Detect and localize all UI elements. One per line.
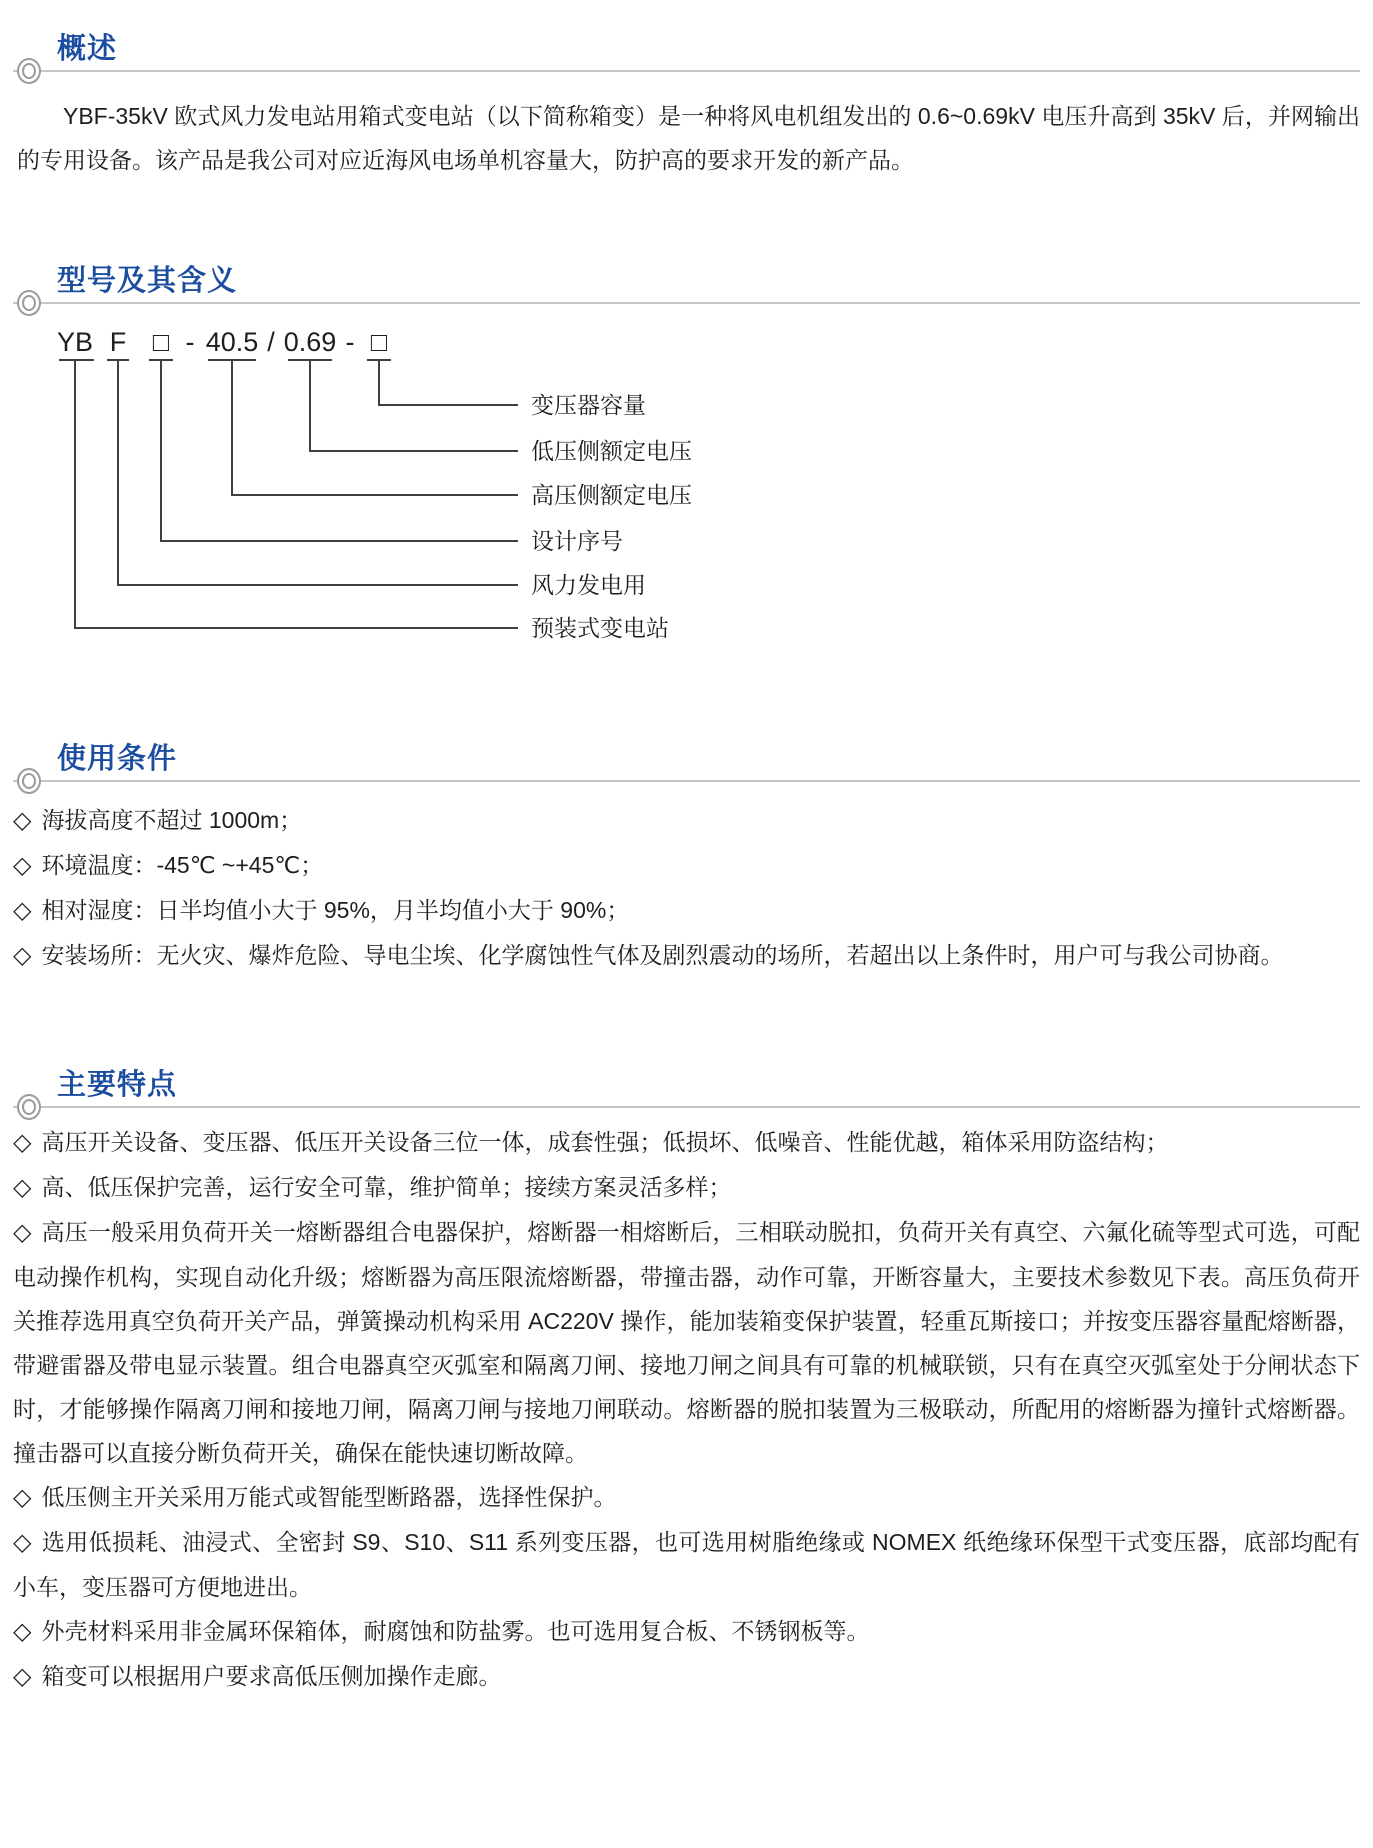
- code-part-dash1: -: [185, 327, 195, 357]
- code-part-yb: YB: [56, 327, 94, 357]
- model-designation-diagram: [13, 304, 1360, 649]
- label-design-serial: 设计序号: [531, 528, 623, 554]
- list-item-text: 外壳材料采用非金属环保箱体，耐腐蚀和防盐雾。也可选用复合板、不锈钢板等。: [41, 1618, 870, 1644]
- list-item: [13, 1475, 1360, 1520]
- features-list: [13, 1120, 1360, 1699]
- label-lv-rated-voltage: 低压侧额定电压: [531, 438, 692, 464]
- diamond-bullet-icon: ◇: [13, 1618, 32, 1645]
- list-item: [13, 798, 1360, 843]
- diamond-bullet-icon: ◇: [13, 1219, 32, 1246]
- list-item: [13, 1165, 1360, 1210]
- label-hv-rated-voltage: 高压侧额定电压: [531, 482, 692, 508]
- section-title-model: 型号及其含义: [57, 265, 238, 297]
- section-service-conditions: [13, 740, 1360, 978]
- section-title-overview: 概述: [57, 33, 118, 65]
- section-title-features: 主要特点: [57, 1069, 178, 1101]
- section-main-features: [13, 1066, 1360, 1699]
- code-part-f: F: [109, 327, 127, 357]
- overview-paragraph: YBF-35kV 欧式风力发电站用箱式变电站（以下简称箱变）是一种将风电机组发出的 0.6~0.69kV 电压升高到 35kV 后，并网输出的专用设备。该产品是我公司对应近海风电场单机容量大，防护高的要求开发的新产品。: [17, 103, 1360, 173]
- list-item-text: 环境温度：-45℃ ~+45℃；: [41, 852, 324, 878]
- ring-inner-circle: [22, 773, 36, 789]
- label-prefab-substation: 预装式变电站: [531, 615, 669, 641]
- section-marker-ring-icon: [17, 768, 41, 794]
- code-part-lv: 0.69: [283, 327, 337, 357]
- diamond-bullet-icon: ◇: [13, 852, 32, 879]
- list-item-text: 安装场所：无火灾、爆炸危险、导电尘埃、化学腐蚀性气体及剧烈震动的场所，若超出以上条件时，用户可与我公司协商。: [41, 942, 1284, 968]
- section-divider: [13, 70, 1360, 72]
- diamond-bullet-icon: ◇: [13, 1529, 32, 1556]
- label-wind-power-use: 风力发电用: [531, 572, 646, 598]
- list-item: [13, 1609, 1360, 1654]
- section-divider: [13, 1106, 1360, 1108]
- list-item: [13, 933, 1360, 978]
- diamond-bullet-icon: ◇: [13, 897, 32, 924]
- list-item: [13, 843, 1360, 888]
- list-item-text: 低压侧主开关采用万能式或智能型断路器，选择性保护。: [41, 1484, 617, 1510]
- diamond-bullet-icon: ◇: [13, 1129, 32, 1156]
- diamond-bullet-icon: ◇: [13, 1663, 32, 1690]
- list-item: [13, 1520, 1360, 1609]
- diamond-bullet-icon: ◇: [13, 942, 32, 969]
- list-item-text: 高压一般采用负荷开关一熔断器组合电器保护，熔断器一相熔断后，三相联动脱扣，负荷开关有真空、六氟化硫等型式可选，可配电动操作机构，实现自动化升级；熔断器为高压限流熔断器，带撞击器，动作可靠，开断容量大，主要技术参数见下表。高压负荷开关推荐选用真空负荷开关产品，弹簧操动机构采用 AC220V 操作，能加装箱变保护装置，轻重瓦斯接口；并按变压器容量配熔断器，带避雷器及带电显示装置。组合电器真空灭弧室和隔离刀闸、接地刀闸之间具有可靠的机械联锁，只有在真空灭弧室处于分闸状态下时，才能够操作隔离刀闸和接地刀闸，隔离刀闸与接地刀闸联动。熔断器的脱扣装置为三极联动，所配用的熔断器为撞针式熔断器。撞击器可以直接分断负荷开关，确保在能快速切断故障。: [13, 1219, 1360, 1466]
- list-item: [13, 1210, 1360, 1475]
- label-transformer-capacity: 变压器容量: [531, 392, 646, 418]
- ring-inner-circle: [22, 63, 36, 79]
- section-marker-ring-icon: [17, 58, 41, 84]
- diamond-bullet-icon: ◇: [13, 807, 32, 834]
- section-divider: [13, 780, 1360, 782]
- code-part-box1: □: [152, 327, 170, 357]
- list-item-text: 海拔高度不超过 1000m；: [41, 807, 303, 833]
- list-item-text: 高、低压保护完善，运行安全可靠，维护简单；接续方案灵活多样；: [41, 1174, 732, 1200]
- code-part-slash: /: [267, 327, 275, 357]
- list-item: [13, 1120, 1360, 1165]
- diamond-bullet-icon: ◇: [13, 1174, 32, 1201]
- list-item-text: 箱变可以根据用户要求高低压侧加操作走廊。: [41, 1663, 502, 1689]
- section-title-conditions: 使用条件: [57, 743, 178, 775]
- code-part-hv: 40.5: [205, 327, 259, 357]
- code-part-box2: □: [370, 327, 388, 357]
- conditions-list: [13, 798, 1360, 978]
- list-item: [13, 888, 1360, 933]
- diamond-bullet-icon: ◇: [13, 1484, 32, 1511]
- list-item-text: 选用低损耗、油浸式、全密封 S9、S10、S11 系列变压器，也可选用树脂绝缘或 NOMEX 纸绝缘环保型干式变压器，底部均配有小车，变压器可方便地进出。: [13, 1529, 1360, 1600]
- section-overview: [13, 30, 1360, 182]
- ring-inner-circle: [22, 1099, 36, 1115]
- code-part-dash2: -: [345, 327, 355, 357]
- list-item: [13, 1654, 1360, 1699]
- list-item-text: 相对湿度：日半均值小大于 95%，月半均值小大于 90%；: [41, 897, 630, 923]
- list-item-text: 高压开关设备、变压器、低压开关设备三位一体，成套性强；低损坏、低噪音、性能优越，箱体采用防盗结构；: [41, 1129, 1169, 1155]
- section-model-designation: [13, 262, 1360, 649]
- section-marker-ring-icon: [17, 1094, 41, 1120]
